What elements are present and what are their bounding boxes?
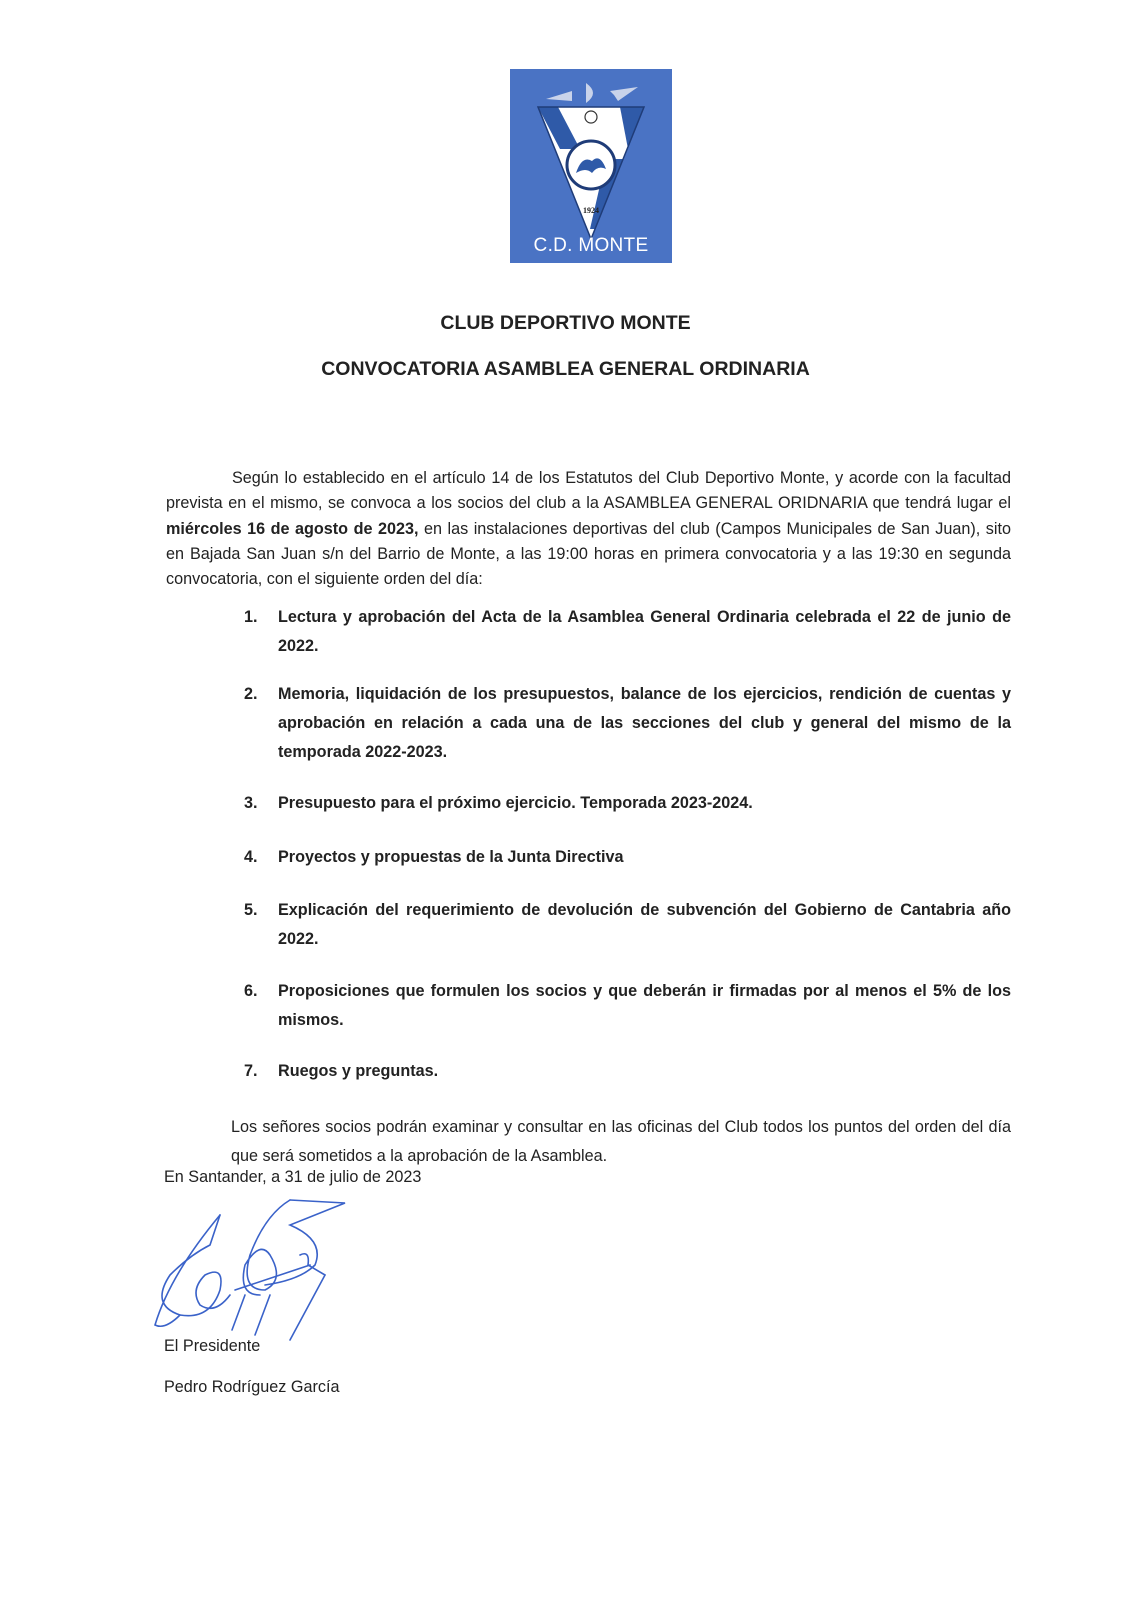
meeting-date: miércoles 16 de agosto de 2023, bbox=[166, 519, 419, 538]
agenda-item: 7. Ruegos y preguntas. bbox=[244, 1062, 439, 1080]
intro-paragraph bbox=[166, 466, 1011, 592]
signature-icon bbox=[150, 1195, 390, 1345]
crest-letter-m bbox=[610, 87, 638, 101]
club-crest-icon bbox=[510, 69, 672, 263]
agenda-item: 5. Explicación del requerimiento de devolución de subvención del Gobierno de Cantabria año 2022. bbox=[244, 901, 1011, 948]
place-date: En Santander, a 31 de julio de 2023 bbox=[164, 1168, 422, 1186]
agenda-item: 3. Presupuesto para el próximo ejercicio. Temporada 2023-2024. bbox=[244, 794, 753, 812]
agenda-item: 2. Memoria, liquidación de los presupuestos, balance de los ejercicios, rendición de cuentas y aprobación en relación a cada una de las secciones del club y general del mismo de la temporada 2022-2023. bbox=[244, 685, 1011, 761]
closing-paragraph: Los señores socios podrán examinar y consultar en las oficinas del Club todos los puntos del orden del día que será sometidos a la aprobación de la Asamblea. bbox=[231, 1118, 1011, 1166]
intro-text-start: Según lo establecido en el artículo 14 de los Estatutos del Club Deportivo Monte, y acorde con la facultad prevista en el mismo, se convoca a los socios del club a la ASAMBLEA GENERAL ORIDNARIA que tendrá lugar el bbox=[166, 469, 1011, 513]
signer-name: Pedro Rodríguez García bbox=[164, 1378, 340, 1396]
agenda-item: 4. Proyectos y propuestas de la Junta Directiva bbox=[244, 848, 624, 866]
crest-letter-c bbox=[546, 91, 572, 101]
agenda-item: 1. Lectura y aprobación del Acta de la Asamblea General Ordinaria celebrada el 22 de junio de 2022. bbox=[244, 608, 1011, 655]
signer-role: El Presidente bbox=[164, 1337, 261, 1355]
document-title: CLUB DEPORTIVO MONTE bbox=[440, 312, 691, 334]
svg-text:1924: 1924 bbox=[583, 206, 599, 215]
logo-caption: C.D. MONTE bbox=[533, 235, 649, 256]
crest-letter-d bbox=[586, 83, 593, 103]
document-subtitle: CONVOCATORIA ASAMBLEA GENERAL ORDINARIA bbox=[321, 358, 810, 380]
intro-text-end: en las instalaciones deportivas del club (Campos Municipales de San Juan), sito en Bajada San Juan s/n del Barrio de Monte, a las 19:00 horas en primera convocatoria y a las 19:30 en segunda convocatoria, con el siguiente orden del día: bbox=[166, 519, 1011, 588]
agenda-item: 6. Proposiciones que formulen los socios y que deberán ir firmadas por al menos el 5% de los mismos. bbox=[244, 982, 1011, 1029]
club-logo bbox=[510, 69, 672, 263]
